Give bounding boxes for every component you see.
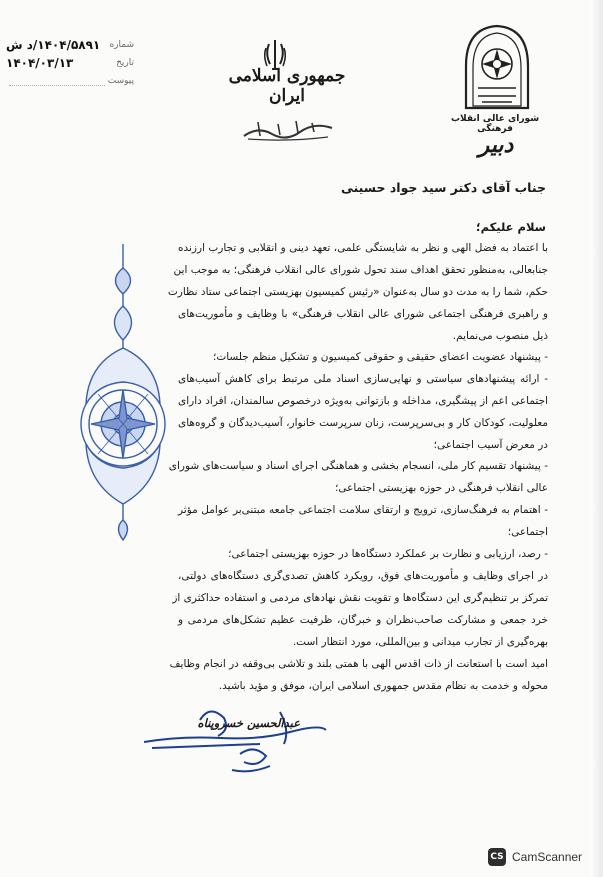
body-line: امید است با استعانت از ذات اقدس الهی با همتی بلند و تلاشی بی‌وقفه در انجام وظایف [169,658,548,670]
body-line: - اهتمام به فرهنگ‌سازی، ترویج و ارتقای سلامت اجتماعی جامعه مبتنی‌بر عوامل مؤثر [178,504,548,516]
body-line: حکم، شما را به مدت دو سال به‌عنوان «رئیس کمیسیون بهزیستی اجتماعی ستاد نظارت [167,286,548,298]
attachment-dots [9,77,105,86]
body-line: جنابعالی، به‌منظور تحقق اهداف سند تحول شورای عالی انقلاب فرهنگی؛ به موجب این [173,264,548,276]
body-line: و راهبری فرهنگی اجتماعی شورای عالی انقلاب فرهنگی» با وظایف و مأموریت‌های [178,308,548,320]
body-line: - ارائه پیشنهادهای سیاستی و نهایی‌سازی اسناد ملی مرتبط برای کاهش آسیب‌های [178,373,548,385]
camscanner-watermark [488,846,598,868]
meta-attachment-row [6,74,134,88]
greeting: سلام علیکم؛ [475,220,546,234]
body-line: خرد جمعی و مشارکت صاحب‌نظران و خبرگان، ظرفیت عظیم تشکل‌های مردمی و [178,614,548,626]
body-line: عالی انقلاب فرهنگی در حوزه بهزیستی اجتماعی؛ [334,482,548,494]
body-line: بهره‌گیری از تجارب میدانی و بین‌المللی، مورد انتظار است. [292,636,548,648]
signature-icon [140,700,330,780]
body-line: اجتماعی اعم از پیشگیری، مداخله و بازتوانی به‌ویژه درخصوص سالمندان، افراد دارای [178,395,548,407]
body-line: محوله و خدمت به نظام مقدس جمهوری اسلامی ایران، موفق و مؤید باشید. [218,680,548,692]
council-name: شورای عالی انقلاب فرهنگی [450,114,540,134]
republic-title: جمهوری اسلامی ایران [228,66,346,106]
letter-number-label: شماره [109,40,134,50]
council-logo-icon [458,22,536,112]
body-line: با اعتماد به فضل الهی و نظر به شایستگی علمی، تعهد دینی و انقلابی و تجارب ارزنده [178,242,548,254]
body-line: - پیشنهاد عضویت اعضای حقیقی و حقوقی کمیسیون و تشکیل منظم جلسات؛ [212,351,548,363]
body-line: - رصد، ارزیابی و نظارت بر عملکرد دستگاه‌ها در حوزه بهزیستی اجتماعی؛ [228,548,548,560]
office-title: دبیر [478,132,514,158]
letter-date: ۱۴۰۴/۰۳/۱۳ [6,56,74,70]
body-line: در معرض آسیب اجتماعی؛ [433,439,548,451]
page-edge-shadow [590,0,603,877]
letter-number: ۱۴۰۴/۵۸۹۱/د ش [6,38,101,52]
letter-attachment-label: پیوست [107,76,134,86]
body-line: ذیل منصوب می‌نمایم. [452,330,548,342]
persian-ornament-icon [78,244,168,544]
camscanner-label: CamScanner [512,850,583,864]
camscanner-logo-icon: CS [488,848,506,866]
bismillah-calligraphy-icon [238,118,338,142]
signatory-name: عبدالحسین خسروپناه [197,716,300,730]
meta-number-row [6,38,134,52]
body-line: تمرکز بر تنظیم‌گری این دستگاه‌ها و تقویت نقش نهادهای مردمی و استفاده حداکثری از [172,592,548,604]
body-line: - پیشنهاد تقسیم کار ملی، انسجام بخشی و هماهنگی اجرای اسناد و سیاست‌های شورای [168,460,548,472]
body-line: در اجرای وظایف و مأموریت‌های فوق، رویکرد کاهش تصدی‌گری دستگاه‌های دولتی، [178,570,548,582]
body-line: اجتماعی؛ [507,526,548,538]
body-line: معلولیت، کودکان کار و بی‌سرپرست، زنان سرپرست خانوار، آسیب‌دیدگان و گروه‌های [178,417,548,429]
meta-date-row [6,56,134,70]
addressee: جناب آقای دکتر سید جواد حسینی [340,180,546,195]
letter-date-label: تاریخ [116,58,134,68]
